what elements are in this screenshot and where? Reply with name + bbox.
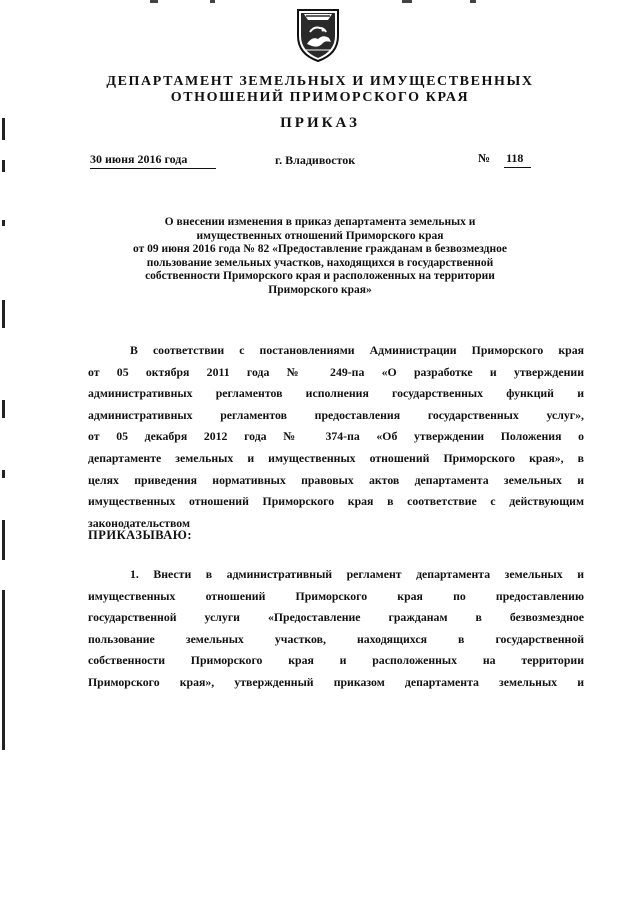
subject-line: Приморского края»	[268, 283, 372, 296]
item-line: собственности Приморского края и расположенных на территории	[88, 653, 584, 668]
order-date	[90, 152, 187, 167]
subject-line: от 09 июня 2016 года № 82 «Предоставление гражданам в безвозмездное	[133, 243, 507, 256]
order-item-1	[88, 564, 584, 694]
preamble-line: департаменте земельных и имущественных отношений Приморского края», в	[88, 450, 584, 465]
item-line: пользование земельных участков, находящихся в государственной	[88, 631, 584, 646]
preamble-paragraph	[88, 340, 584, 534]
order-directive-word: ПРИКАЗЫВАЮ:	[88, 528, 193, 542]
order-number-label: №	[478, 151, 491, 165]
organization-name-line2: ОТНОШЕНИЙ ПРИМОРСКОГО КРАЯ	[170, 90, 470, 105]
subject-line: пользование земельных участков, находящихся в государственной	[146, 256, 494, 269]
preamble-line: от 05 декабря 2012 года № 374-па «Об утверждении Положения о	[88, 429, 584, 444]
subject-line: собственности Приморского края и расположенных на территории	[145, 270, 495, 283]
document-type-title: ПРИКАЗ	[280, 115, 360, 131]
scan-top-specks	[0, 0, 640, 4]
organization-name-line1: ДЕПАРТАМЕНТ ЗЕМЕЛЬНЫХ И ИМУЩЕСТВЕННЫХ	[106, 74, 534, 89]
order-number	[478, 151, 531, 168]
item-line: 1. Внести в административный регламент департамента земельных и	[130, 567, 584, 581]
preamble-line: законодательством	[88, 515, 191, 530]
primorsky-krai-coat-of-arms-icon	[292, 6, 344, 64]
item-line: Приморского края», утвержденный приказом департамента земельных и	[88, 674, 584, 689]
subject-line: О внесении изменения в приказ департамента земельных и	[164, 216, 476, 228]
preamble-line: от 05 октября 2011 года № 249-па «О разработке и утверждении	[88, 364, 584, 379]
order-date-underline	[90, 168, 216, 169]
item-line: имущественных отношений Приморского края по предоставлению	[88, 588, 584, 603]
order-date-text: 30 июня 2016 года	[90, 152, 188, 166]
preamble-line: административных регламентов предоставления государственных услуг»,	[88, 407, 584, 422]
order-number-value: 118	[504, 151, 531, 168]
organization-name	[0, 74, 640, 106]
preamble-line: административных регламентов исполнения государственных функций и	[88, 386, 584, 401]
preamble-line: В соответствии с постановлениями Администрации Приморского края	[130, 343, 584, 357]
preamble-line: целях приведения нормативных правовых актов департамента земельных и	[88, 472, 584, 487]
order-city: г. Владивосток	[275, 153, 356, 167]
subject-line: имущественных отношений Приморского края	[196, 229, 444, 242]
preamble-line: имущественных отношений Приморского края в соответствие с действующим	[88, 494, 584, 509]
scan-left-edge	[0, 0, 6, 905]
order-subject	[100, 216, 540, 298]
item-line: государственной услуги «Предоставление гражданам в безвозмездное	[88, 610, 584, 625]
